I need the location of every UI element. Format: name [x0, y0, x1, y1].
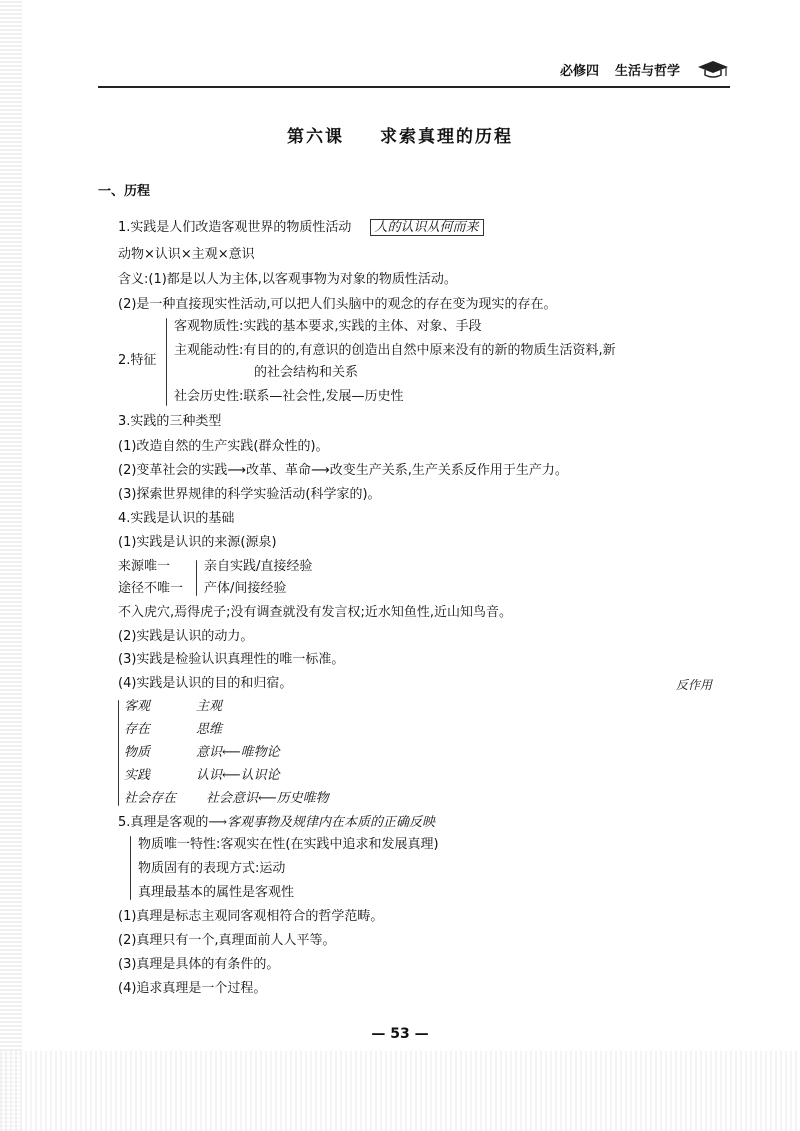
pairs-brace — [118, 700, 119, 806]
truth-point-2: (2)真理只有一个,真理面前人人平等。 — [118, 933, 336, 948]
truth-point-3: (3)真理是具体的有条件的。 — [118, 957, 280, 972]
pair-b: 社会意识⟵历史唯物 — [206, 791, 329, 806]
margin-note: 反作用 — [676, 678, 713, 692]
truth-title-line — [118, 814, 435, 832]
truth-point-1: (1)真理是标志主观同客观相符合的哲学范畴。 — [118, 909, 384, 924]
pair-b: 认识⟵认识论 — [196, 768, 280, 783]
feature-2b: 的社会结构和关系 — [254, 365, 359, 380]
basis-title: 4.实践是认识的基础 — [118, 511, 235, 526]
page-number: — 53 — — [371, 1026, 429, 1042]
proverb: 不入虎穴,焉得虎子;没有调查就没有发言权;近水知鱼性,近山知鸟音。 — [118, 605, 513, 620]
graduation-cap-icon — [696, 58, 730, 80]
header-subject: 生活与哲学 — [614, 63, 680, 79]
running-header — [560, 58, 730, 80]
truth-line-2: 物质固有的表现方式:运动 — [138, 861, 286, 876]
truth-point-4: (4)追求真理是一个过程。 — [118, 981, 267, 996]
source-brace — [196, 560, 197, 596]
features-brace — [166, 318, 167, 406]
pair-b: 思维 — [196, 722, 223, 737]
lesson-name: 求索真理的历程 — [379, 127, 513, 147]
type-2: (2)变革社会的实践⟶改革、革命⟶改变生产关系,生产关系反作用于生产力。 — [118, 463, 568, 478]
lesson-title — [0, 122, 800, 147]
scan-edge-left — [0, 0, 22, 1131]
features-label: 2.特征 — [118, 353, 157, 368]
basis-2: (2)实践是认识的动力。 — [118, 629, 254, 644]
section-heading: 一、历程 — [98, 184, 151, 199]
pair-b: 主观 — [196, 699, 223, 714]
point-1-boxed-note: 人的认识从何而来 — [370, 219, 484, 236]
pair-b: 意识⟵唯物论 — [196, 745, 280, 760]
basis-1: (1)实践是认识的来源(源泉) — [118, 535, 277, 550]
lesson-number: 第六课 — [287, 127, 345, 147]
feature-3: 社会历史性:联系—社会性,发展—历史性 — [174, 389, 404, 404]
pair-a: 客观 — [124, 699, 151, 714]
header-book: 必修四 — [559, 63, 599, 79]
scan-edge-bottom — [0, 1051, 800, 1131]
type-1: (1)改造自然的生产实践(群众性的)。 — [118, 439, 329, 454]
point-1-title: 1.实践是人们改造客观世界的物质性活动 — [118, 220, 352, 235]
pair-a: 存在 — [124, 722, 151, 737]
truth-brace — [130, 836, 131, 900]
types-title: 3.实践的三种类型 — [118, 414, 222, 429]
point-1-line — [118, 219, 484, 237]
feature-1: 客观物质性:实践的基本要求,实践的主体、对象、手段 — [174, 319, 482, 334]
header-rule — [98, 86, 730, 88]
basis-4: (4)实践是认识的目的和归宿。 — [118, 676, 293, 691]
source-only-detail: 亲自实践/直接经验 — [204, 559, 313, 574]
source-only: 来源唯一 — [118, 559, 171, 574]
point-1-definition-2: (2)是一种直接现实性活动,可以把人们头脑中的观念的存在变为现实的存在。 — [118, 297, 557, 312]
truth-line-1: 物质唯一特性:客观实在性(在实践中追求和发展真理) — [138, 837, 439, 852]
truth-note: ⟶客观事物及规律内在本质的正确反映 — [208, 815, 436, 830]
feature-2a: 主观能动性:有目的的,有意识的创造出自然中原来没有的新的物质生活资料,新 — [174, 343, 616, 358]
basis-3: (3)实践是检验认识真理性的唯一标准。 — [118, 652, 345, 667]
point-1-line2: 动物×认识×主观×意识 — [118, 247, 255, 262]
source-path-detail: 产体/间接经验 — [204, 581, 287, 596]
type-3: (3)探索世界规律的科学实验活动(科学家的)。 — [118, 487, 381, 502]
pair-a: 物质 — [124, 745, 151, 760]
point-1-definition-1: 含义:(1)都是以人为主体,以客观事物为对象的物质性活动。 — [118, 272, 457, 287]
pair-a: 社会存在 — [124, 791, 177, 806]
truth-title: 5.真理是客观的 — [118, 815, 209, 830]
source-path: 途径不唯一 — [118, 581, 184, 596]
pair-a: 实践 — [124, 768, 151, 783]
truth-line-3: 真理最基本的属性是客观性 — [138, 885, 295, 900]
